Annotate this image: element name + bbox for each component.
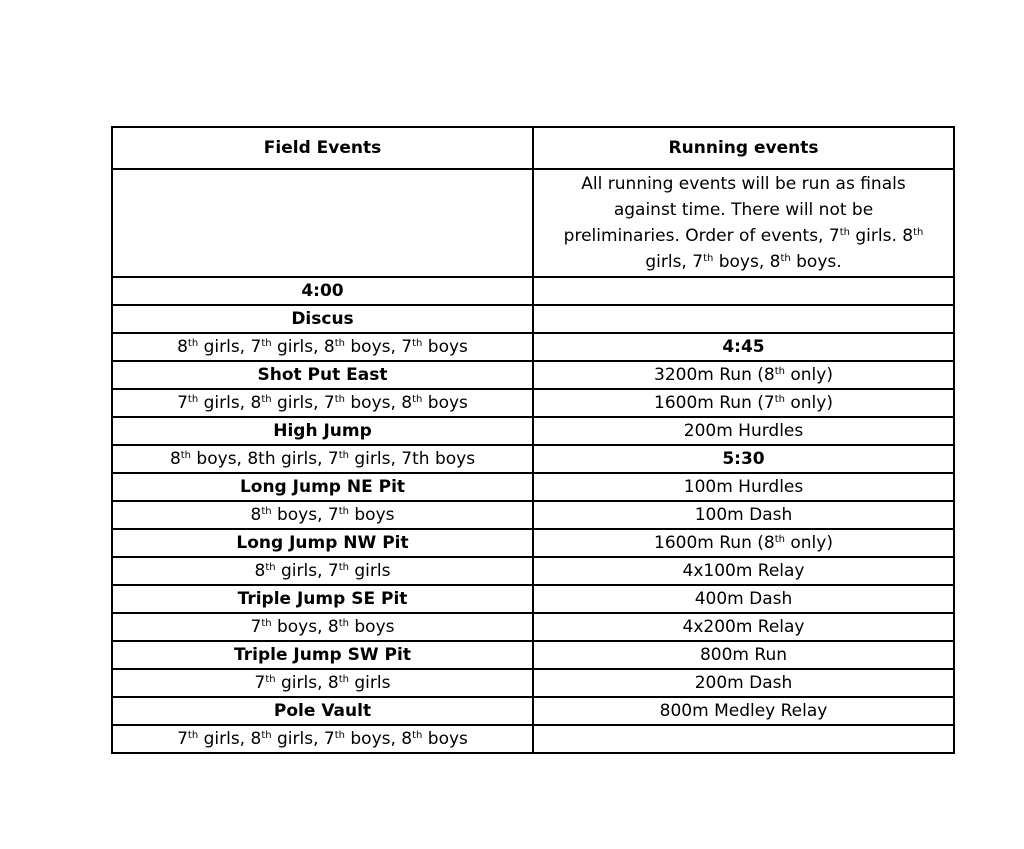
note-line-3a: preliminaries. Order of events, 7 — [563, 226, 840, 246]
cell-text: 400m Dash — [694, 589, 793, 609]
ordinal-suffix: th — [334, 338, 345, 349]
cell-text: girls, 7 — [198, 337, 262, 357]
table-row — [112, 697, 954, 725]
field-event-cell — [112, 697, 533, 725]
cell-text: boys, 8th girls, 7 — [191, 449, 339, 469]
cell-text: boys — [348, 617, 395, 637]
ordinal-suffix: th — [261, 618, 272, 629]
cell-text: 4x100m Relay — [682, 561, 805, 581]
table-row — [112, 725, 954, 753]
note-row — [112, 169, 954, 277]
ordinal-suffix: th — [412, 338, 423, 349]
ordinal-suffix: th — [338, 562, 349, 573]
field-event-cell — [112, 333, 533, 361]
cell-text: boys, 7 — [344, 337, 413, 357]
note-sup: th — [839, 227, 850, 238]
ordinal-suffix: th — [334, 730, 345, 741]
field-events-header: Field Events — [112, 127, 533, 169]
field-event-cell — [112, 305, 533, 333]
cell-text: 100m Dash — [694, 505, 793, 525]
field-event-cell — [112, 361, 533, 389]
table-row — [112, 585, 954, 613]
ordinal-suffix: th — [265, 674, 276, 685]
ordinal-suffix: th — [774, 366, 785, 377]
field-event-cell — [112, 417, 533, 445]
cell-text: girls, 7th boys — [348, 449, 476, 469]
ordinal-suffix: th — [412, 730, 423, 741]
cell-text: boys, 8 — [271, 617, 339, 637]
cell-text: only) — [784, 365, 833, 385]
running-event-cell — [533, 277, 954, 305]
cell-text: Pole Vault — [273, 701, 372, 721]
cell-text: 7 — [177, 729, 188, 749]
note-sup: th — [780, 253, 791, 264]
cell-text: only) — [784, 533, 833, 553]
cell-text: 100m Hurdles — [683, 477, 804, 497]
cell-text: 1600m Run (7 — [654, 393, 775, 413]
ordinal-suffix: th — [338, 674, 349, 685]
cell-text: boys, 8 — [344, 393, 413, 413]
table-row — [112, 417, 954, 445]
cell-text: Discus — [291, 309, 354, 329]
cell-text: 8 — [250, 505, 262, 525]
cell-text: 1600m Run (8 — [654, 533, 775, 553]
ordinal-suffix: th — [774, 534, 785, 545]
ordinal-suffix: th — [261, 506, 272, 517]
table-row — [112, 361, 954, 389]
cell-text: girls, 7 — [271, 393, 335, 413]
table-row — [112, 473, 954, 501]
ordinal-suffix: th — [338, 450, 349, 461]
field-event-cell — [112, 557, 533, 585]
cell-text: girls, 8 — [271, 337, 335, 357]
note-line-3b: girls. 8 — [849, 226, 914, 246]
cell-text: boys — [348, 505, 395, 525]
note-line-4a: girls, 7 — [645, 252, 704, 272]
ordinal-suffix: th — [265, 562, 276, 573]
note-line-2: against time. There will not be — [613, 200, 874, 220]
field-event-cell — [112, 277, 533, 305]
cell-text: 7 — [254, 673, 266, 693]
field-event-cell — [112, 585, 533, 613]
cell-text: girls — [348, 561, 391, 581]
cell-text: Long Jump NE Pit — [239, 477, 406, 497]
ordinal-suffix: th — [187, 338, 199, 349]
table-row — [112, 305, 954, 333]
ordinal-suffix: th — [338, 506, 349, 517]
running-events-note — [533, 169, 954, 277]
running-event-cell — [533, 333, 954, 361]
cell-text: 7 — [177, 393, 188, 413]
table-row — [112, 529, 954, 557]
running-event-cell — [533, 613, 954, 641]
running-events-header: Running events — [533, 127, 954, 169]
field-event-cell — [112, 613, 533, 641]
running-event-cell — [533, 501, 954, 529]
field-event-cell — [112, 529, 533, 557]
cell-text: Shot Put East — [257, 365, 388, 385]
cell-text: Triple Jump SW Pit — [234, 645, 411, 665]
events-schedule-table — [111, 126, 955, 754]
cell-text: 8 — [169, 449, 181, 469]
running-event-cell — [533, 669, 954, 697]
field-event-cell — [112, 641, 533, 669]
cell-text: Long Jump NW Pit — [236, 533, 409, 553]
cell-text: girls, 7 — [275, 561, 339, 581]
cell-text: boys, 7 — [271, 505, 339, 525]
running-event-cell — [533, 725, 954, 753]
running-event-cell — [533, 361, 954, 389]
ordinal-suffix: th — [774, 394, 785, 405]
note-sup: th — [913, 227, 924, 238]
table-row — [112, 389, 954, 417]
running-event-cell — [533, 585, 954, 613]
note-sup: th — [703, 253, 714, 264]
cell-text: girls, 8 — [198, 393, 262, 413]
ordinal-suffix: th — [187, 730, 199, 741]
field-event-cell — [112, 389, 533, 417]
cell-text: 200m Dash — [694, 673, 793, 693]
running-event-cell — [533, 389, 954, 417]
cell-text: 8 — [254, 561, 266, 581]
table-row — [112, 641, 954, 669]
note-empty-cell — [112, 169, 533, 277]
running-event-cell — [533, 557, 954, 585]
note-line-1: All running events will be run as finals — [581, 174, 906, 194]
running-event-cell — [533, 445, 954, 473]
cell-text: girls, 7 — [271, 729, 335, 749]
cell-text: girls, 8 — [198, 729, 262, 749]
table-row — [112, 613, 954, 641]
cell-text: boys — [422, 729, 468, 749]
field-event-cell — [112, 473, 533, 501]
running-event-cell — [533, 529, 954, 557]
cell-text: 800m Run — [699, 645, 787, 665]
running-event-cell — [533, 697, 954, 725]
table-row — [112, 445, 954, 473]
ordinal-suffix: th — [261, 394, 272, 405]
cell-text: 4:00 — [301, 281, 344, 301]
table-row — [112, 669, 954, 697]
running-event-cell — [533, 417, 954, 445]
running-event-cell — [533, 305, 954, 333]
ordinal-suffix: th — [180, 450, 192, 461]
field-event-cell — [112, 445, 533, 473]
running-event-cell — [533, 641, 954, 669]
ordinal-suffix: th — [187, 394, 199, 405]
table-row — [112, 333, 954, 361]
cell-text: 5:30 — [722, 449, 765, 469]
cell-text: 800m Medley Relay — [659, 701, 828, 721]
cell-text: boys, 8 — [344, 729, 413, 749]
ordinal-suffix: th — [412, 394, 423, 405]
running-event-cell — [533, 473, 954, 501]
ordinal-suffix: th — [261, 338, 272, 349]
cell-text: High Jump — [273, 421, 372, 441]
cell-text: 7 — [250, 617, 262, 637]
cell-text: only) — [784, 393, 833, 413]
cell-text: girls — [348, 673, 391, 693]
cell-text: 200m Hurdles — [683, 421, 804, 441]
cell-text: 4x200m Relay — [682, 617, 805, 637]
note-line-4b: boys, 8 — [713, 252, 781, 272]
cell-text: girls, 8 — [275, 673, 339, 693]
table-row — [112, 501, 954, 529]
cell-text: 3200m Run (8 — [654, 365, 775, 385]
cell-text: 8 — [177, 337, 188, 357]
cell-text: Triple Jump SE Pit — [237, 589, 408, 609]
cell-text: boys — [422, 393, 468, 413]
cell-text: boys — [422, 337, 468, 357]
field-event-cell — [112, 669, 533, 697]
field-event-cell — [112, 501, 533, 529]
ordinal-suffix: th — [338, 618, 349, 629]
cell-text: 4:45 — [722, 337, 765, 357]
field-event-cell — [112, 725, 533, 753]
table-row — [112, 277, 954, 305]
table-row — [112, 557, 954, 585]
ordinal-suffix: th — [334, 394, 345, 405]
header-row — [112, 127, 954, 169]
ordinal-suffix: th — [261, 730, 272, 741]
note-line-4c: boys. — [790, 252, 842, 272]
